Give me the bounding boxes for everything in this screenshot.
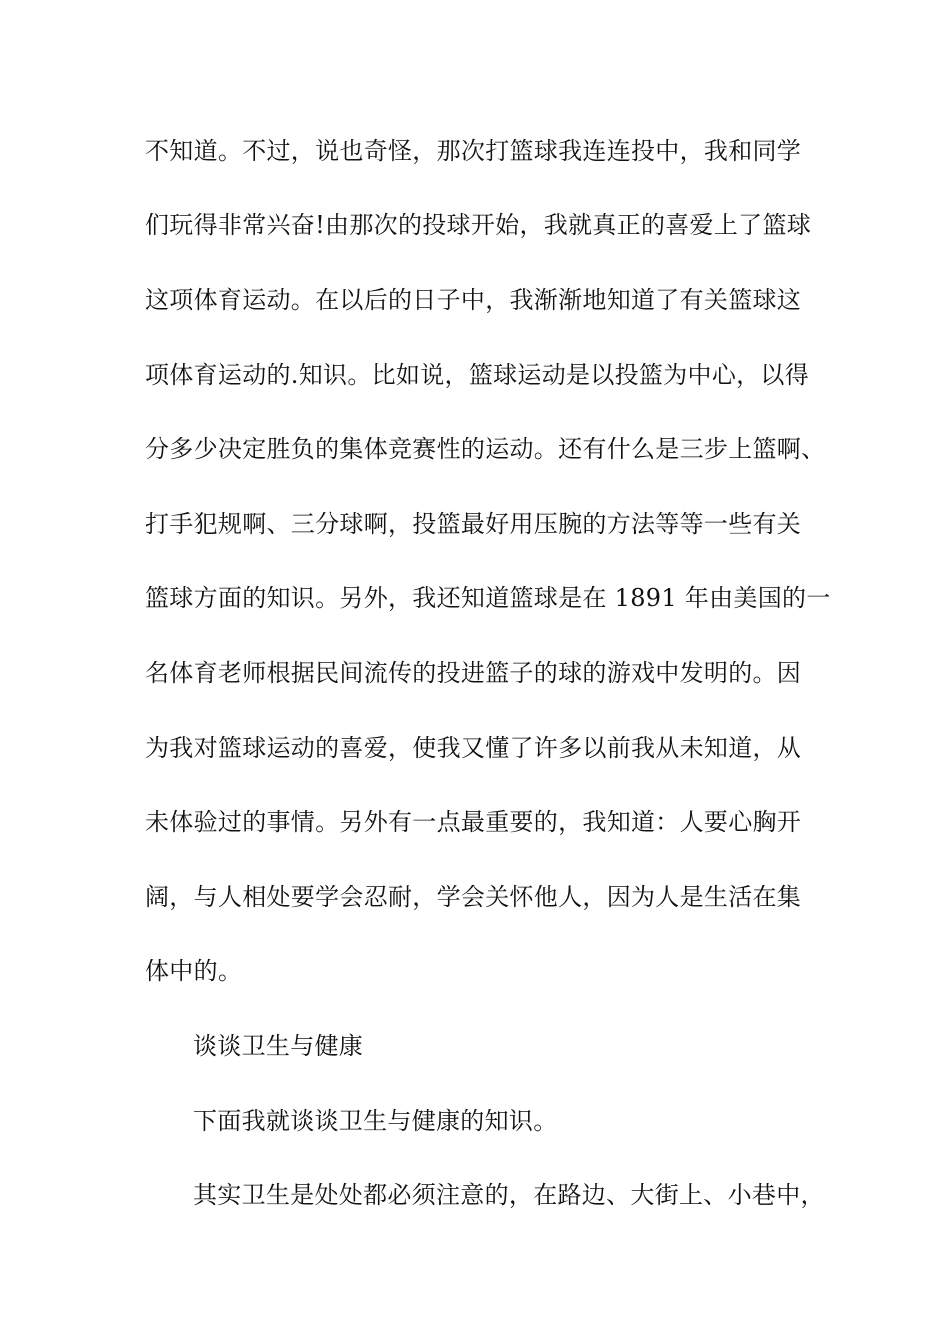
body-text-line: 体中的。 [145,957,243,985]
body-text-line: 名体育老师根据民间流传的投进篮子的球的游戏中发明的。因 [145,659,802,687]
body-text-line: 打手犯规啊、三分球啊，投篮最好用压腕的方法等等一些有关 [145,510,802,538]
body-text-line: 篮球方面的知识。另外，我还知道篮球是在 1891 年由美国的一 [145,584,831,612]
section-title: 谈谈卫生与健康 [193,1032,364,1060]
body-text-line: 为我对篮球运动的喜爱，使我又懂了许多以前我从未知道，从 [145,734,802,762]
body-text-line: 项体育运动的.知识。比如说，篮球运动是以投篮为中心，以得 [145,361,810,389]
paragraph-first-line: 其实卫生是处处都必须注意的，在路边、大街上、小巷中， [193,1181,825,1209]
body-text-line: 分多少决定胜负的集体竞赛性的运动。还有什么是三步上篮啊、 [145,435,826,463]
paragraph-first-line: 下面我就谈谈卫生与健康的知识。 [193,1107,558,1135]
body-text-line: 们玩得非常兴奋!由那次的投球开始，我就真正的喜爱上了篮球 [145,211,812,239]
body-text-line: 这项体育运动。在以后的日子中，我渐渐地知道了有关篮球这 [145,286,802,314]
body-text-line: 阔，与人相处要学会忍耐，学会关怀他人，因为人是生活在集 [145,883,802,911]
body-text-line: 不知道。不过，说也奇怪，那次打篮球我连连投中，我和同学 [145,137,802,165]
body-text-line: 未体验过的事情。另外有一点最重要的，我知道：人要心胸开 [145,808,802,836]
